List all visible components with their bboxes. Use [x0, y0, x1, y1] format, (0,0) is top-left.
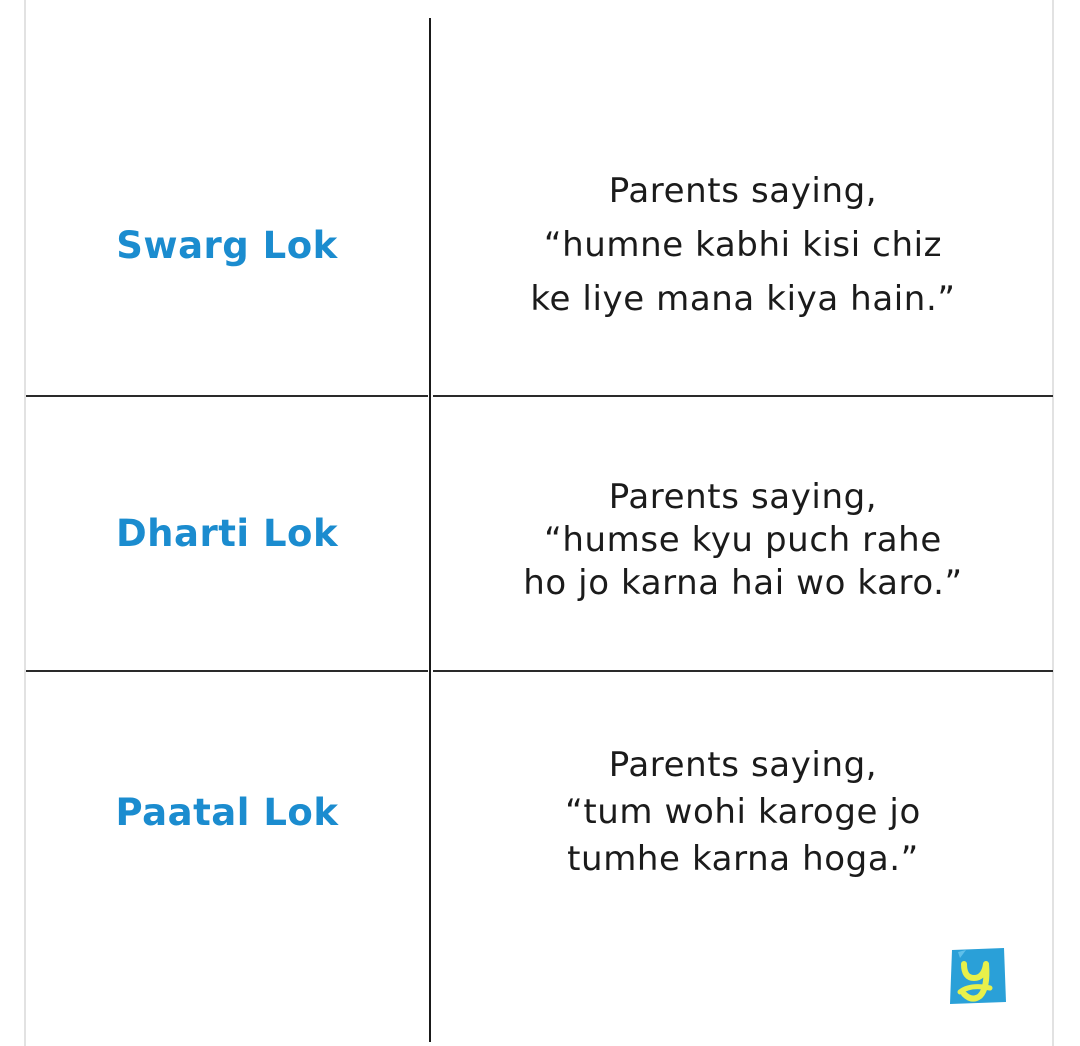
row-1-quote-line: Parents saying, [608, 171, 878, 211]
row-2-quote-line: ho jo karna hai wo karo.” [523, 562, 963, 603]
row-3-quote-cell [433, 740, 1053, 884]
row-3-quote-line: tumhe karna hoga.” [567, 838, 919, 879]
row-divider-right-2 [433, 670, 1053, 672]
row-1-quote [530, 164, 955, 326]
column-divider [429, 18, 431, 1042]
row-2-quote-line: Parents saying, [608, 476, 878, 517]
row-1-title: Swarg Lok [116, 223, 338, 267]
y-logo-icon [946, 944, 1010, 1008]
row-3-title: Paatal Lok [115, 790, 339, 834]
row-1-quote-line: ke liye mana kiya hain.” [530, 279, 956, 319]
row-1-quote-cell [433, 160, 1053, 330]
row-3-quote-line: “tum wohi karoge jo [565, 791, 921, 832]
row-2-title-cell [26, 397, 428, 670]
row-1-title-cell [26, 95, 428, 395]
row-3-quote [565, 742, 921, 883]
row-1-quote-line: “humne kabhi kisi chiz [543, 225, 943, 265]
row-2-quote-cell [433, 472, 1053, 608]
row-3-quote-line: Parents saying, [608, 744, 878, 785]
row-2-title: Dharti Lok [115, 512, 339, 555]
row-2-quote [523, 476, 963, 605]
row-3-title-cell [26, 672, 428, 952]
row-divider-right-1 [433, 395, 1053, 397]
row-2-quote-line: “humse kyu puch rahe [544, 519, 942, 560]
